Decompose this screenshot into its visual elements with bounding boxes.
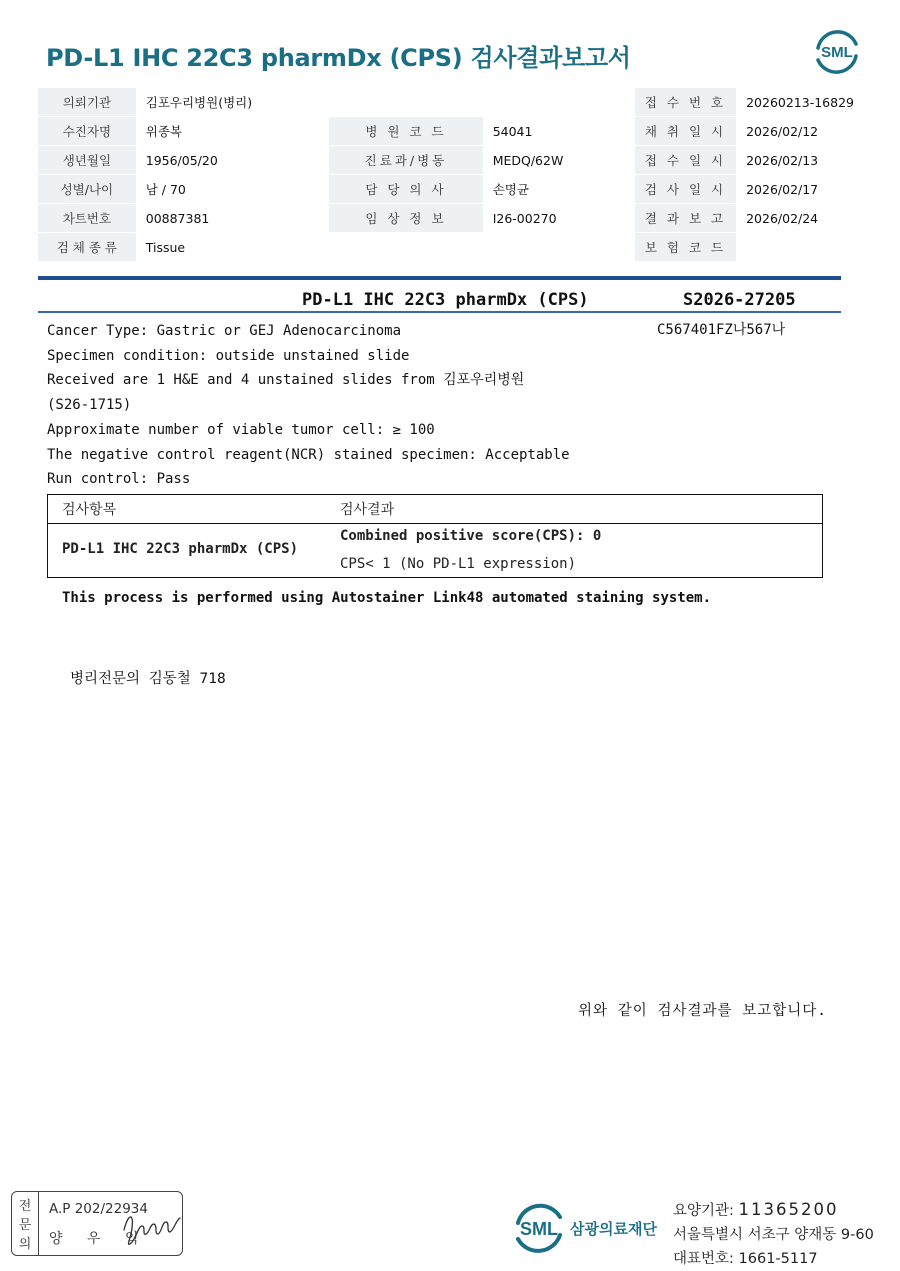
sml-footer-logo-text: SML [520,1219,558,1239]
info-label [329,233,483,262]
handwritten-signature [120,1204,184,1250]
report-line: Cancer Type: Gastric or GEJ Adenocarcinoma [47,323,402,339]
stamp-physician-name: 양 우 익 [49,1231,149,1247]
stamp-side-char: 의 [18,1237,32,1252]
stamp-side-char: 전 [18,1199,32,1214]
info-label: 결 과 보 고 [635,204,736,233]
report-title-underline [38,311,841,313]
info-label: 병 원 코 드 [329,117,483,146]
report-line: Received are 1 H&E and 4 unstained slides from 김포우리병원 [47,372,525,389]
report-line: Run control: Pass [47,471,191,488]
info-label: 생년월일 [38,146,136,175]
report-body [47,319,570,492]
sml-footer-logo [510,1199,568,1257]
info-value: 손명균 [483,175,635,204]
report-section-title: PD-L1 IHC 22C3 pharmDx (CPS) [302,290,589,310]
column-header-result: 검사결과 [340,502,395,518]
info-label: 진료과/병동 [329,146,483,175]
closing-statement: 위와 같이 검사결과를 보고합니다. [578,1003,828,1019]
info-value: 20260213-16829 [736,88,864,117]
info-label: 검 체 종 류 [38,233,136,262]
test-item: PD-L1 IHC 22C3 pharmDx (CPS) [62,541,299,557]
info-row [38,146,864,175]
info-label: 접 수 일 시 [635,146,736,175]
phone-number: 대표번호: 1661-5117 [673,1251,818,1267]
result-table-header [48,495,822,524]
info-row [38,233,864,262]
report-number: S2026-27205 [683,290,796,310]
info-value: 남 / 70 [136,175,329,204]
organization-address: 서울특별시 서초구 양재동 9-60 [673,1227,874,1243]
info-value: I26-00270 [483,204,635,233]
info-value: 00887381 [136,204,329,233]
sml-logo-text: SML [821,44,853,61]
info-value: 김포우리병원(병리) [136,88,329,117]
pathologist-signature: 병리전문의 김동철 718 [70,671,226,687]
info-label: 채 취 일 시 [635,117,736,146]
result-table [47,494,823,578]
sml-logo [812,30,862,74]
report-line: The negative control reagent(NCR) stained specimen: Acceptable [47,446,570,463]
report-line: (S26-1715) [47,397,132,414]
info-label: 의뢰기관 [38,88,136,117]
report-line: Specimen condition: outside unstained slide [47,347,410,364]
stamp-license-number: A.P 202/22934 [49,1201,148,1217]
info-label: 성별/나이 [38,175,136,204]
info-label: 차트번호 [38,204,136,233]
section-divider [38,276,841,280]
physician-stamp [11,1191,183,1256]
info-row [38,117,864,146]
report-code: C567401FZ나567나 [657,322,786,338]
info-value: Tissue [136,233,329,262]
info-value: 위종복 [136,117,329,146]
info-value: 2026/02/13 [736,146,864,175]
info-label: 검 사 일 시 [635,175,736,204]
stamp-side-label [12,1192,39,1255]
report-line: Approximate number of viable tumor cell: ≥ 100 [47,421,435,438]
info-value: 1956/05/20 [136,146,329,175]
info-label: 보 험 코 드 [635,233,736,262]
organization-info [673,1198,874,1271]
test-result-interpretation: CPS< 1 (No PD-L1 expression) [340,556,577,572]
info-value: 2026/02/24 [736,204,864,233]
process-note: This process is performed using Autostainer Link48 automated staining system. [62,590,712,606]
test-result-score: Combined positive score(CPS): 0 [340,528,602,544]
patient-info-table [38,88,864,262]
report-title: PD-L1 IHC 22C3 pharmDx (CPS) 검사결과보고서 [46,44,631,72]
info-value [483,233,635,262]
info-label: 접 수 번 호 [635,88,736,117]
stamp-side-char: 문 [18,1218,32,1233]
info-label: 담 당 의 사 [329,175,483,204]
facility-code: 요양기관: 11365200 [673,1200,839,1219]
info-value: 2026/02/12 [736,117,864,146]
info-label: 수진자명 [38,117,136,146]
info-row [38,175,864,204]
info-value [736,233,864,262]
info-row [38,204,864,233]
info-label [329,88,483,117]
info-label: 임 상 정 보 [329,204,483,233]
organization-name: 삼광의료재단 [570,1220,657,1238]
info-value [483,88,635,117]
info-row [38,88,864,117]
info-value: MEDQ/62W [483,146,635,175]
info-value: 54041 [483,117,635,146]
info-value: 2026/02/17 [736,175,864,204]
column-header-item: 검사항목 [62,502,117,518]
